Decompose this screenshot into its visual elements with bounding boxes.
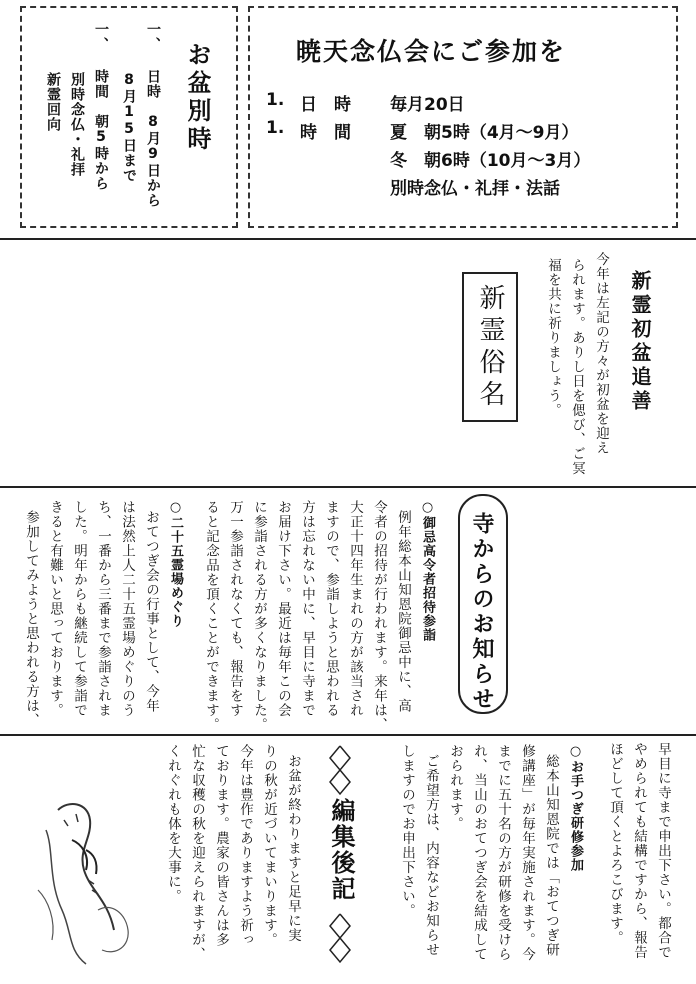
gyoten-title: 暁天念仏会にご参加を [296,37,567,66]
goki-body-2: 令者の招待が行われます。来年は、 [371,500,387,732]
goki-body-7: に参詣される方が多くなりました。 [251,500,267,732]
gyoten-row-4-value: 別時念仏・礼拝・法話 [390,179,560,199]
goki-body-5: 方は忘れない中に、早目に寺まで [299,500,315,718]
goki-heading: ○御忌高令者招待参詣 [420,500,435,642]
cont-body-1: 早目に寺まで申出下さい。都合で [655,742,671,960]
henshu-body-4: ております。農家の皆さんは多 [213,744,229,947]
gyoten-row-2-num: 1. [266,118,285,138]
obon-line-2: 8月15日まで [121,72,137,183]
reijo-body-5: きると有難いと思っております。 [47,500,63,718]
goki-body-9: ると記念品を頂くことができます。 [203,500,219,732]
shinrei-title: 新霊初盆追善 [628,270,652,414]
shinrei-body-2: られます。ありし日を偲び、ご冥 [569,258,585,476]
goki-body-3: 大正十四年生まれの方が該当され [347,500,363,718]
henshu-body-2: りの秋が近づいてまいります。 [261,744,277,947]
shugyo-body-5: おられます。 [447,744,463,831]
goki-body-4: ますので、参詣しようと思われる [323,500,339,718]
reijo-body-2: は法然上人二十五霊場めぐりのう [119,500,135,718]
cont-body-3: ほどして頂くとよろこびます。 [607,742,623,945]
obon-line-5: 新霊回向 [45,72,61,132]
goki-body-6: お届け下さい。最近は毎年この会 [275,500,291,718]
henshu-body-3: 今年は豊作でありますよう祈っ [237,744,253,947]
reijo-heading: ○二十五霊場めぐり [168,500,183,628]
shugyo-body-7: しますのでお申出下さい。 [399,744,415,918]
reijo-body-6: 参加してみようと思われる方は、 [23,510,39,728]
cont-body-2: やめられても結構ですから、報告 [631,742,647,960]
shinrei-body-3: 福を共に祈りましょう。 [545,258,561,418]
gyoten-row-2-value: 夏 朝5時（4月～9月） [390,123,579,143]
obon-title: お盆別時 [183,42,211,154]
shugyo-body-6: ご希望方は、内容などお知らせ [423,754,439,957]
shugyo-heading: ○お手つぎ研修参加 [568,744,583,872]
goki-body-1: 例年総本山知恩院御忌中に、高 [395,510,411,713]
tera-title: 寺からのお知らせ [469,512,494,712]
divider-bottom [0,734,696,736]
henshu-body-6: くれぐれも体を大事に。 [165,744,181,904]
shinrei-body-1: 今年は左記の方々が初盆を迎え [593,252,609,455]
goki-body-8: 万一参詣されなくても、報告をす [227,500,243,718]
henshu-body-1: お盆が終わりますと足早に実 [285,754,301,943]
divider-middle [0,486,696,488]
gyoten-row-1-label: 日 時 [300,95,351,115]
obon-line-3: 一、 時間 朝5時から [93,22,109,191]
shugyo-body-4: れ、当山のおてつぎ会を結成して [471,744,487,962]
ink-sketch-illustration [28,790,138,970]
divider-top [0,238,696,240]
gyoten-row-3-value: 冬 朝6時（10月～3月） [390,151,591,171]
henshu-title: 編集後記 [327,798,355,902]
gyoten-row-1-num: 1. [266,90,285,110]
gyoten-row-1-value: 毎月20日 [390,95,465,115]
shinrei-name-label: 新霊俗名 [475,284,505,412]
obon-line-4: 別時念仏・礼拝 [69,72,85,177]
obon-line-1: 一、 日時 8月9日から [145,22,161,208]
reijo-body-1: おてつぎ会の行事として、今年 [143,510,159,713]
shugyo-body-1: 総本山知恩院では「おてつぎ研 [543,754,559,957]
gyoten-row-2-label: 時 間 [300,123,351,143]
reijo-body-4: した。明年からも継続して参詣で [71,500,87,718]
henshu-body-5: 忙な収穫の秋を迎えられますが、 [189,744,205,962]
shugyo-body-2: 修講座」が毎年実施されます。今 [519,744,535,962]
shugyo-body-3: までに五十名の方が研修を受けら [495,744,511,962]
reijo-body-3: ち、一番から三番まで参詣されま [95,500,111,718]
